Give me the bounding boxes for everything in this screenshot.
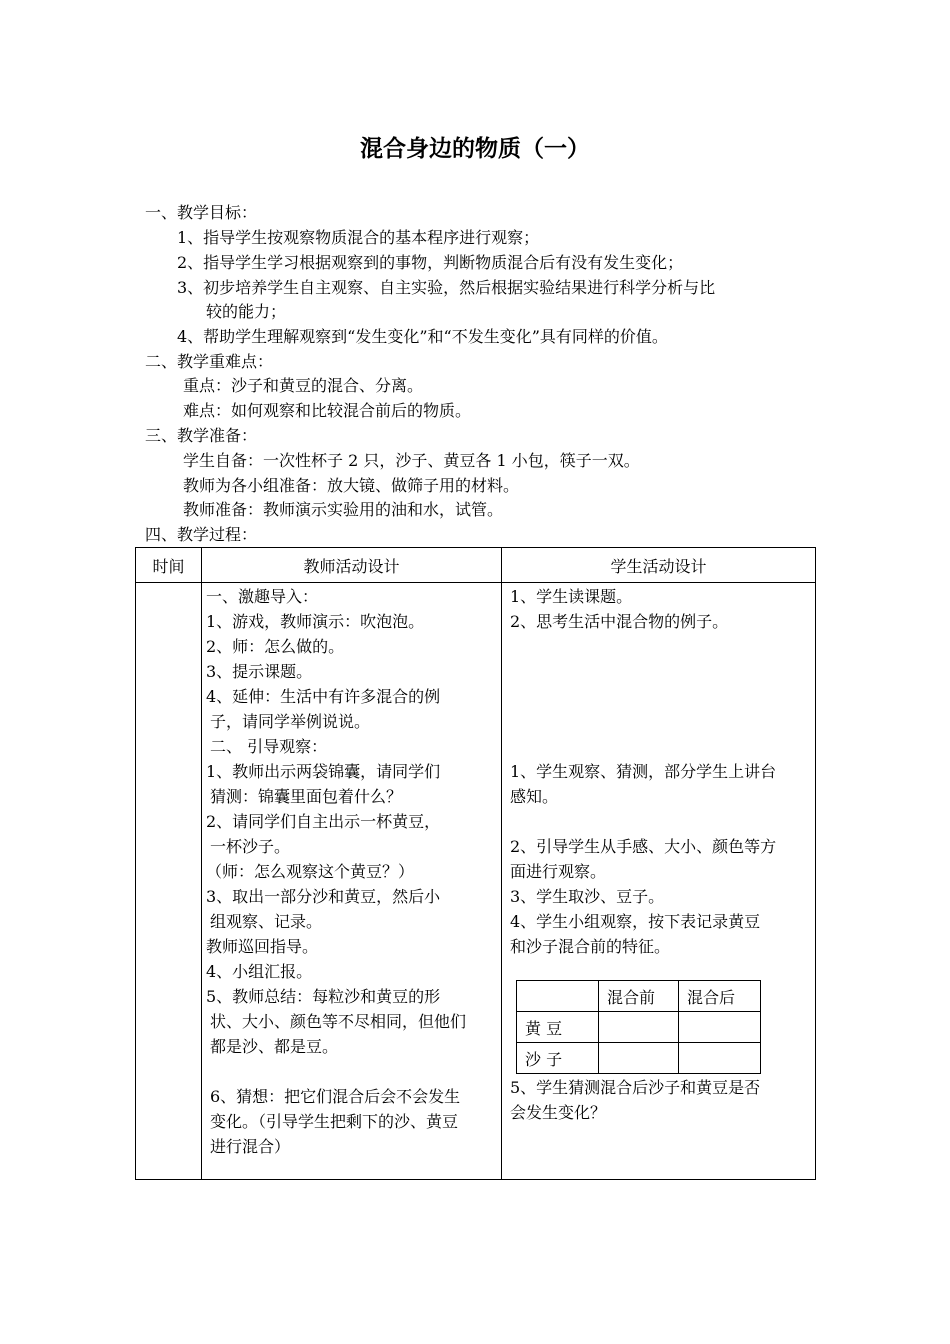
teacher-line: 都是沙、都是豆。 <box>210 1037 339 1056</box>
lesson-process-table <box>135 547 816 1180</box>
teacher-line: 3、取出一部分沙和黄豆，然后小 <box>206 887 441 906</box>
teacher-line: 2、请同学们自主出示一杯黄豆， <box>206 812 441 831</box>
teacher-line: 进行混合） <box>210 1137 291 1156</box>
goal-item: 4、帮助学生理解观察到“发生变化”和“不发生变化”具有同样的价值。 <box>177 327 668 346</box>
teacher-line: 2、师：怎么做的。 <box>206 637 345 656</box>
difficult-point: 难点：如何观察和比较混合前后的物质。 <box>183 401 472 420</box>
teacher-line: 4、延伸：生活中有许多混合的例 <box>206 687 441 706</box>
teacher-line: 一杯沙子。 <box>210 837 291 856</box>
record-header-blank <box>517 981 599 1012</box>
record-row-soybean <box>517 1012 761 1043</box>
teacher-line: 教师巡回指导。 <box>206 937 319 956</box>
preparation-item: 学生自备：一次性杯子 2 只，沙子、黄豆各 1 小包，筷子一双。 <box>183 451 640 470</box>
record-row-sand <box>517 1043 761 1074</box>
teacher-line: 6、猜想：把它们混合后会不会发生 <box>210 1087 461 1106</box>
student-line: 2、思考生活中混合物的例子。 <box>510 612 729 631</box>
header-time: 时间 <box>136 548 202 583</box>
record-cell <box>679 1012 761 1043</box>
record-header-after: 混合后 <box>679 981 761 1012</box>
teacher-line: 5、教师总结：每粒沙和黄豆的形 <box>206 987 441 1006</box>
table-body-row <box>136 583 816 1180</box>
record-row-label: 沙 子 <box>517 1043 599 1074</box>
record-cell <box>599 1012 679 1043</box>
goal-item: 2、指导学生学习根据观察到的事物，判断物质混合后有没有发生变化； <box>177 253 684 272</box>
record-cell <box>599 1043 679 1074</box>
key-points-heading: 二、教学重难点： <box>145 352 274 371</box>
teacher-line: 状、大小、颜色等不尽相同，但他们 <box>210 1012 467 1031</box>
goals-heading: 一、教学目标： <box>145 203 258 222</box>
time-cell <box>136 583 202 1180</box>
goal-item: 3、初步培养学生自主观察、自主实验，然后根据实验结果进行科学分析与比 <box>177 278 716 297</box>
student-line: 4、学生小组观察，按下表记录黄豆 <box>510 912 761 931</box>
teacher-line: 1、游戏，教师演示：吹泡泡。 <box>206 612 425 631</box>
student-line: 感知。 <box>510 787 559 806</box>
record-header-before: 混合前 <box>599 981 679 1012</box>
teacher-line: 组观察、记录。 <box>210 912 323 931</box>
header-teacher-activity: 教师活动设计 <box>202 548 502 583</box>
teacher-line: 1、教师出示两袋锦囊，请同学们 <box>206 762 441 781</box>
goal-item: 1、指导学生按观察物质混合的基本程序进行观察； <box>177 228 540 247</box>
student-line: 1、学生读课题。 <box>510 587 633 606</box>
student-line: 1、学生观察、猜测，部分学生上讲台 <box>510 762 777 781</box>
teacher-activity-cell <box>202 583 502 1180</box>
teacher-line: 子，请同学举例说说。 <box>210 712 371 731</box>
record-table <box>516 980 761 1074</box>
teacher-line: 猜测：锦囊里面包着什么？ <box>210 787 403 806</box>
teacher-line: 4、小组汇报。 <box>206 962 313 981</box>
header-student-activity: 学生活动设计 <box>502 548 816 583</box>
record-row-label: 黄 豆 <box>517 1012 599 1043</box>
key-point: 重点：沙子和黄豆的混合、分离。 <box>183 376 424 395</box>
process-heading: 四、教学过程： <box>145 525 258 544</box>
preparation-heading: 三、教学准备： <box>145 426 258 445</box>
teacher-line: 一、激趣导入： <box>206 587 319 606</box>
student-line: 面进行观察。 <box>510 862 607 881</box>
student-line: 5、学生猜测混合后沙子和黄豆是否 <box>510 1078 761 1097</box>
student-line: 会发生变化？ <box>510 1103 607 1122</box>
preparation-item: 教师准备：教师演示实验用的油和水，试管。 <box>183 500 504 519</box>
goal-item-continued: 较的能力； <box>206 302 287 321</box>
student-line: 3、学生取沙、豆子。 <box>510 887 665 906</box>
teacher-line: （师：怎么观察这个黄豆？） <box>206 862 415 881</box>
student-activity-cell <box>502 583 816 1180</box>
table-header-row <box>136 548 816 583</box>
document-title: 混合身边的物质（一） <box>360 136 590 162</box>
preparation-item: 教师为各小组准备：放大镜、做筛子用的材料。 <box>183 476 520 495</box>
student-line: 2、引导学生从手感、大小、颜色等方 <box>510 837 777 856</box>
student-line: 和沙子混合前的特征。 <box>510 937 671 956</box>
teacher-line: 3、提示课题。 <box>206 662 313 681</box>
record-cell <box>679 1043 761 1074</box>
record-header-row <box>517 981 761 1012</box>
teacher-line: 二、 引导观察： <box>210 737 328 756</box>
teacher-line: 变化。（引导学生把剩下的沙、黄豆 <box>210 1112 459 1131</box>
